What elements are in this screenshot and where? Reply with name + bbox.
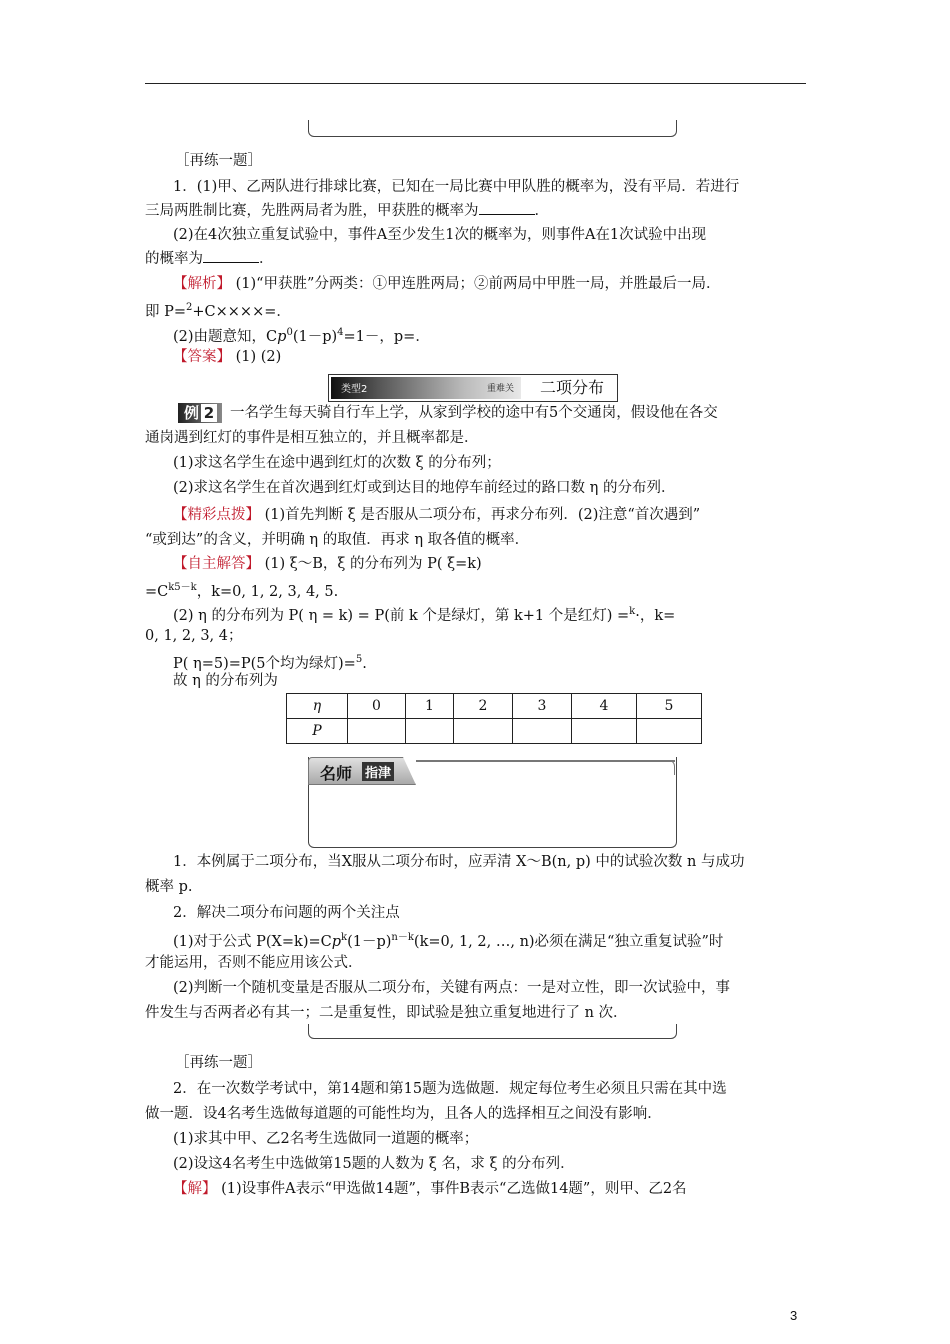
analysis-text: (1)“甲获胜”分两类：①甲连胜两局；②前两局中甲胜一局，并胜最后一局． xyxy=(231,276,721,292)
superscript: n－k xyxy=(391,932,414,943)
example-tag xyxy=(178,403,222,423)
solution-text: (1)设事件A表示“甲选做14题”，事件B表示“乙选做14题”，则甲、乙2名 xyxy=(216,1181,687,1197)
practice2-solution-line1 xyxy=(145,1178,806,1200)
formula-part: =C xyxy=(145,583,169,600)
q2-text: 的概率为 xyxy=(145,251,203,267)
formula-part: 即 P= xyxy=(145,303,187,320)
practice1-q2-line2 xyxy=(145,248,806,270)
teacher-note-p2: 2．解决二项分布问题的两个关注点 xyxy=(173,905,400,921)
example2-hint-line1 xyxy=(145,504,806,526)
table-header-cell: 2 xyxy=(454,694,513,719)
section-frame-bottom xyxy=(308,120,677,137)
example2-solve-line2 xyxy=(145,577,806,603)
practice-header-2: ［再练一题］ xyxy=(175,1055,262,1071)
teacher-note-rule xyxy=(416,760,675,762)
solve-text: (1) ξ～B，ξ 的分布列为 P( ξ=k) xyxy=(260,556,482,572)
example2-solve-line3 xyxy=(145,601,806,627)
example-tag-text: 例 xyxy=(184,404,200,422)
superscript: 5 xyxy=(355,654,363,665)
practice1-analysis-line2 xyxy=(145,297,806,323)
practice-header-1: ［再练一题］ xyxy=(175,153,262,169)
superscript: k xyxy=(341,932,348,943)
table-row xyxy=(287,694,702,719)
q1-end: ． xyxy=(534,203,549,219)
q2-end: ． xyxy=(259,251,274,267)
table-row xyxy=(287,719,702,744)
teacher-note-p3-line1 xyxy=(145,927,806,953)
formula-part: (k=0, 1, 2, …, n)必须在满足“独立重复试验”时 xyxy=(413,933,724,950)
formula-part: (2) η 的分布列为 P( η = k) = P(前 k 个是绿灯，第 k+1 个是红灯) = xyxy=(173,607,630,624)
teacher-note-p4-line1: (2)判断一个随机变量是否服从二项分布，关键有两点：一是对立性，即一次试验中，事 xyxy=(173,980,731,996)
formula-part: ，k=0, 1, 2, 3, 4, 5. xyxy=(196,583,339,600)
answer-blank xyxy=(203,248,259,263)
table-header-cell: 3 xyxy=(513,694,572,719)
example2-sub2: (2)求这名学生在首次遇到红灯或到达目的地停车前经过的路口数 η 的分布列． xyxy=(173,480,676,496)
teacher-note-corner xyxy=(668,760,675,775)
table-intro: 故 η 的分布列为 xyxy=(173,673,278,689)
table-header-cell: 1 xyxy=(406,694,454,719)
superscript: k xyxy=(629,606,636,617)
table-header-cell: η xyxy=(287,694,348,719)
teacher-note-badge: 指津 xyxy=(362,762,394,781)
practice2-q-line1: 2．在一次数学考试中，第14题和第15题为选做题．规定每位考生必须且只需在其中选 xyxy=(173,1081,727,1097)
table-cell xyxy=(406,719,454,744)
table-cell xyxy=(348,719,406,744)
section-banner xyxy=(328,374,618,402)
answer-text: (1) (2) xyxy=(231,349,282,365)
superscript: k5－k xyxy=(168,582,197,593)
q1-text: 三局两胜制比赛，先胜两局者为胜，甲获胜的概率为 xyxy=(145,203,479,219)
section-title: 二项分布 xyxy=(539,378,604,397)
formula-part: ·，k= xyxy=(635,607,676,624)
example2-line1: 一名学生每天骑自行车上学，从家到学校的途中有5个交通岗，假设他在各交 xyxy=(230,405,718,421)
solve-label: 【自主解答】 xyxy=(173,556,260,572)
practice1-analysis-line3 xyxy=(145,322,806,348)
analysis-label: 【解析】 xyxy=(173,276,231,292)
table-cell xyxy=(454,719,513,744)
answer-label: 【答案】 xyxy=(173,349,231,365)
practice1-q1-line2 xyxy=(145,200,806,222)
practice1-q1-line1: 1．(1)甲、乙两队进行排球比赛，已知在一局比赛中甲队胜的概率为，没有平局．若进行 xyxy=(173,179,740,195)
teacher-note-title: 名师 xyxy=(320,764,353,783)
example-tag-number: 2 xyxy=(201,404,217,422)
formula-part: =1－，p=． xyxy=(343,328,430,345)
formula-part: p xyxy=(331,933,342,950)
formula-part: (2)由题意知，C xyxy=(173,328,278,345)
practice1-q2-line1: (2)在4次独立重复试验中，事件A至少发生1次的概率为，则事件A在1次试验中出现 xyxy=(173,227,707,243)
superscript: 0 xyxy=(286,327,293,338)
practice2-sub1: (1)求其中甲、乙2名考生选做同一道题的概率； xyxy=(173,1131,479,1147)
hint-text: (1)首先判断 ξ 是否服从二项分布，再求分布列．(2)注意“首次遇到” xyxy=(260,507,701,523)
example2-solve-line4: 0, 1, 2, 3, 4； xyxy=(145,628,243,644)
practice1-answer xyxy=(145,346,806,368)
formula-part: p xyxy=(277,328,287,345)
table-header-cell: 4 xyxy=(572,694,637,719)
formula-part: +C××××=． xyxy=(192,303,291,320)
teacher-note-header xyxy=(308,757,675,785)
formula-part: (1－p) xyxy=(347,933,392,950)
practice2-sub2: (2)设这4名考生中选做第15题的人数为 ξ 名，求 ξ 的分布列． xyxy=(173,1156,575,1172)
example2-line2: 通岗遇到红灯的事件是相互独立的，并且概率都是． xyxy=(145,430,479,446)
hint-label: 【精彩点拨】 xyxy=(173,507,260,523)
answer-blank xyxy=(479,200,535,215)
teacher-note-p1-line1: 1．本例属于二项分布，当X服从二项分布时，应弄清 X～B(n, p) 中的试验次数 n 与成功 xyxy=(173,854,745,870)
table-header-cell: 0 xyxy=(348,694,406,719)
practice1-analysis-line1 xyxy=(145,273,806,295)
table-row-label: P xyxy=(287,719,348,744)
teacher-note-p4-line2: 件发生与否两者必有其一；二是重复性，即试验是独立重复地进行了 n 次． xyxy=(145,1005,628,1021)
formula-part: (1－p) xyxy=(292,328,338,345)
solution-label: 【解】 xyxy=(173,1181,217,1197)
teacher-note-frame-bottom xyxy=(308,1024,677,1039)
page-number: 3 xyxy=(790,1308,798,1323)
banner-type-tag: 类型2 xyxy=(341,384,368,395)
teacher-note-p1-line2: 概率 p. xyxy=(145,879,193,895)
distribution-table xyxy=(286,693,702,744)
banner-level-tag: 重难关 xyxy=(487,384,515,394)
formula-part: (1)对于公式 P(X=k)=C xyxy=(173,933,332,950)
table-cell xyxy=(637,719,702,744)
example2-sub1: (1)求这名学生在途中遇到红灯的次数 ξ 的分布列； xyxy=(173,455,501,471)
table-header-cell: 5 xyxy=(637,694,702,719)
table-cell xyxy=(513,719,572,744)
superscript: 4 xyxy=(337,327,344,338)
teacher-note-p3-line2: 才能运用，否则不能应用该公式． xyxy=(145,955,363,971)
practice2-q-line2: 做一题．设4名考生选做每道题的可能性均为，且各人的选择相互之间没有影响． xyxy=(145,1106,662,1122)
example2-hint-line2: “或到达”的含义，并明确 η 的取值．再求 η 取各值的概率． xyxy=(145,532,530,548)
table-cell xyxy=(572,719,637,744)
header-rule xyxy=(145,83,806,84)
superscript: 2 xyxy=(186,302,193,313)
formula-part: . xyxy=(362,655,367,672)
formula-part: P( η=5)=P(5个均为绿灯)= xyxy=(173,655,356,672)
example2-solve-line1 xyxy=(145,553,806,575)
